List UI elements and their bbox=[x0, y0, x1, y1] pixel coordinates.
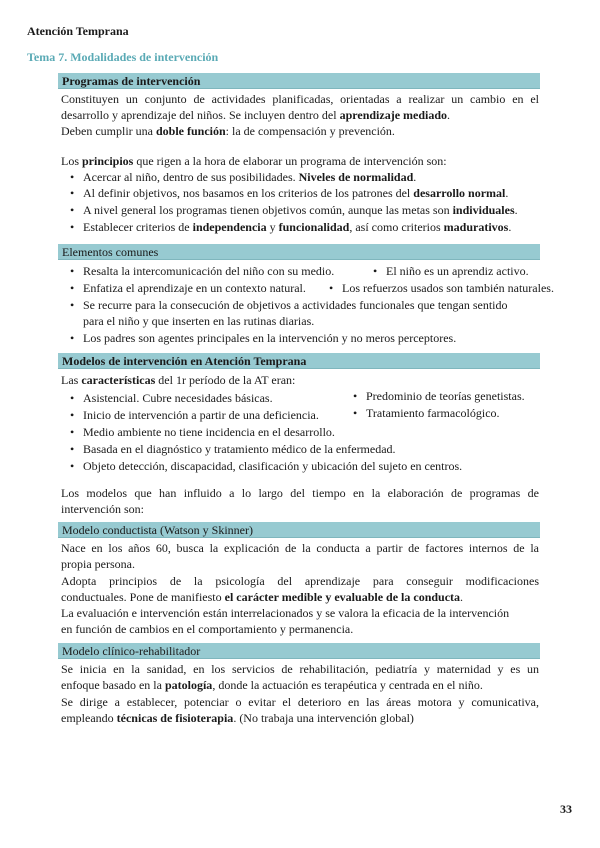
chapter-title: Tema 7. Modalidades de intervención bbox=[27, 50, 219, 64]
s5-line2: enfoque basado en la patología, donde la actuación es terapéutica y centrada en el niño. bbox=[61, 678, 483, 692]
s1-bullet-2: • Al definir objetivos, nos basamos en los criterios de los patrones del desarrollo normal. bbox=[83, 186, 508, 202]
section-bar-programas: Programas de intervención bbox=[58, 73, 540, 89]
section-bar-elementos: Elementos comunes bbox=[58, 244, 540, 260]
s2-bullet-4: • Los padres son agentes principales en la intervención y no meros perceptores. bbox=[83, 331, 456, 347]
s3-p2-line1: Los modelos que han influido a lo largo del tiempo en la elaboración de programas de bbox=[61, 486, 539, 500]
s3-p2-line2: intervención son: bbox=[61, 502, 144, 516]
s3-bullet-4: • Basada en el diagnóstico y tratamiento médico de la enfermedad. bbox=[83, 442, 396, 458]
section-bar-conductista: Modelo conductista (Watson y Skinner) bbox=[58, 522, 540, 538]
s2-bullet-1-right: • El niño es un aprendiz activo. bbox=[386, 264, 529, 280]
page-number: 33 bbox=[560, 802, 572, 816]
s3-bullet-1-right: • Predominio de teorías genetistas. bbox=[366, 389, 525, 405]
s1-bullet-1: • Acercar al niño, dentro de sus posibilidades. Niveles de normalidad. bbox=[83, 170, 416, 186]
s4-line5: La evaluación e intervención están interrelacionados y se valora la eficacia de la intervención bbox=[61, 606, 510, 620]
s1-p2: Deben cumplir una doble función: la de compensación y prevención. bbox=[61, 124, 395, 138]
running-header: Atención Temprana bbox=[27, 24, 129, 38]
s3-bullet-2-right: • Tratamiento farmacológico. bbox=[366, 406, 500, 422]
s2-bullet-3: • Se recurre para la consecución de objetivos a actividades funcionales que tengan sentido bbox=[83, 298, 508, 314]
s4-line4: conductuales. Pone de manifiesto el carácter medible y evaluable de la conducta. bbox=[61, 590, 464, 604]
s3-p1: Las características del 1r período de la AT eran: bbox=[61, 373, 296, 387]
s4-line6: en función de cambios en el comportamiento y permanencia. bbox=[61, 622, 354, 636]
s1-p1-line1: Constituyen un conjunto de actividades planificadas, orientadas a realizar un cambio en el bbox=[61, 92, 539, 106]
section-bar-modelos: Modelos de intervención en Atención Temprana bbox=[58, 353, 540, 369]
s1-p3: Los principios que rigen a la hora de elaborar un programa de intervención son: bbox=[61, 154, 447, 168]
s2-bullet-2: • Enfatiza el aprendizaje en un contexto natural. bbox=[83, 281, 306, 297]
s3-bullet-2: • Inicio de intervención a partir de una deficiencia. bbox=[83, 408, 319, 424]
s3-bullet-1: • Asistencial. Cubre necesidades básicas. bbox=[83, 391, 273, 407]
s1-bullet-4: • Establecer criterios de independencia y funcionalidad, así como criterios madurativos. bbox=[83, 220, 511, 236]
s3-bullet-5: • Objeto detección, discapacidad, clasificación y ubicación del sujeto en centros. bbox=[83, 459, 462, 475]
s2-bullet-3-cont: para el niño y que inserten en las rutinas diarias. bbox=[83, 314, 315, 328]
s4-line1: Nace en los años 60, busca la explicación de la conducta a partir de factores internos de la bbox=[61, 541, 539, 555]
s4-line3: Adopta principios de la psicología del aprendizaje para conseguir modificaciones bbox=[61, 574, 539, 588]
s3-bullet-3: • Medio ambiente no tiene incidencia en el desarrollo. bbox=[83, 425, 335, 441]
s4-line2: propia persona. bbox=[61, 557, 135, 571]
s1-bullet-3: • A nivel general los programas tienen objetivos común, aunque las metas son individuales. bbox=[83, 203, 518, 219]
s2-bullet-1: • Resalta la intercomunicación del niño con su medio. bbox=[83, 264, 334, 280]
s5-line4: empleando técnicas de fisioterapia. (No trabaja una intervención global) bbox=[61, 711, 414, 725]
section-bar-clinico: Modelo clínico-rehabilitador bbox=[58, 643, 540, 659]
s2-bullet-2-right: • Los refuerzos usados son también naturales. bbox=[342, 281, 554, 297]
s5-line3: Se dirige a establecer, potenciar o evitar el deterioro en las áreas motora y comunicativa, bbox=[61, 695, 539, 709]
s1-p1-line2: desarrollo y aprendizaje del niños. Se incluyen dentro del aprendizaje mediado. bbox=[61, 108, 451, 122]
s5-line1: Se inicia en la sanidad, en los servicios de rehabilitación, pediatría y maternidad y es un bbox=[61, 662, 539, 676]
